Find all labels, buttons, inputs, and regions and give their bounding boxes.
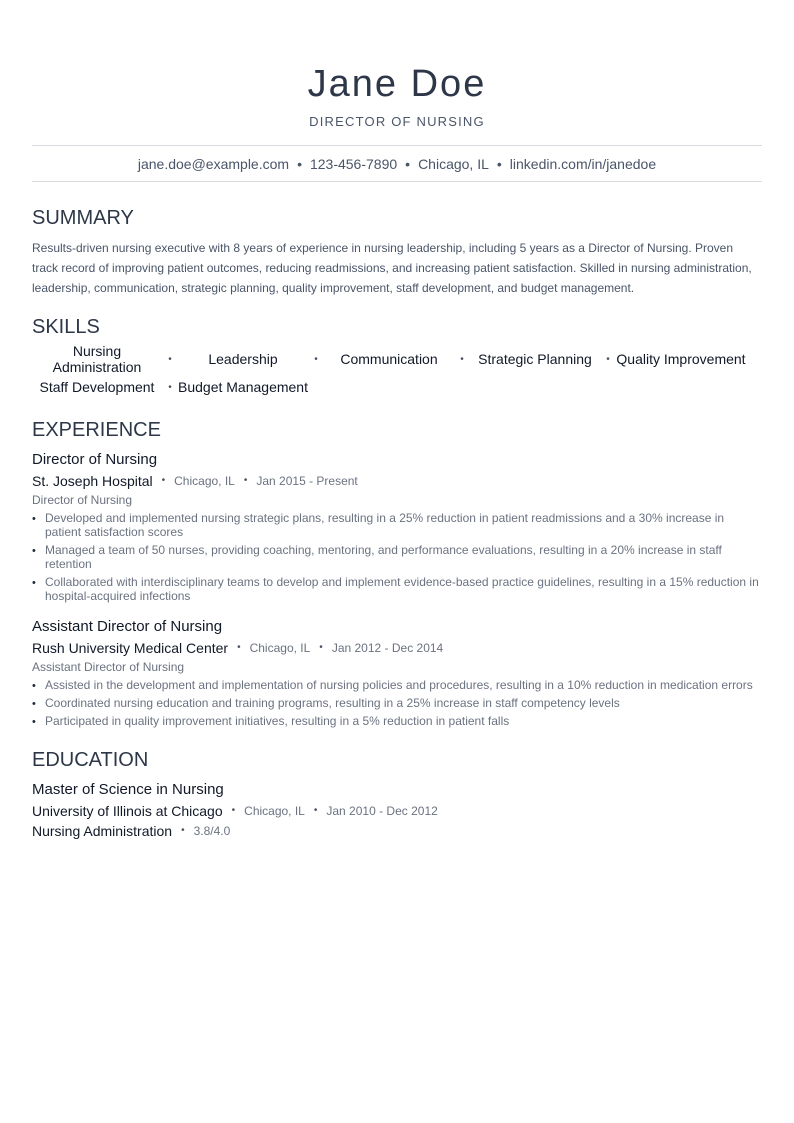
job-role: Assistant Director of Nursing xyxy=(32,618,223,635)
contact-separator: • xyxy=(496,155,502,172)
meta-separator: • xyxy=(313,805,318,816)
candidate-name: Jane Doe xyxy=(307,63,487,105)
skill-item xyxy=(324,345,470,373)
contact-separator: • xyxy=(297,155,302,172)
education-dates: Jan 2010 - Dec 2012 xyxy=(326,804,438,818)
candidate-title: DIRECTOR OF NURSING xyxy=(309,114,485,129)
meta-separator: • xyxy=(231,805,236,816)
skill-item xyxy=(32,373,178,401)
contact-separator: • xyxy=(405,155,411,172)
skill-label: Communication xyxy=(340,351,438,367)
skill-item xyxy=(32,345,178,373)
summary-heading: SUMMARY xyxy=(32,207,134,229)
meta-separator: • xyxy=(161,475,166,486)
job-organization: St. Joseph Hospital xyxy=(32,473,153,489)
job-bullet: • Coordinated nursing education and training programs, resulting in a 25% increase in staff competency levels xyxy=(32,696,762,710)
skill-label: Strategic Planning xyxy=(478,351,592,367)
education-location: Chicago, IL xyxy=(244,804,305,818)
meta-separator: • xyxy=(237,642,241,653)
job-organization: Rush University Medical Center xyxy=(32,640,229,656)
resume-page xyxy=(32,0,762,840)
job-subtitle: Director of Nursing xyxy=(32,493,133,507)
meta-separator: • xyxy=(181,825,185,836)
education-degree: Master of Science in Nursing xyxy=(32,781,224,798)
skill-label: Budget Management xyxy=(178,379,308,395)
skill-separator: • xyxy=(460,353,464,365)
job-entry xyxy=(32,450,762,603)
skill-separator: • xyxy=(606,353,610,365)
education-heading: EDUCATION xyxy=(32,749,149,771)
skill-label: Leadership xyxy=(208,351,278,367)
skills-list xyxy=(32,345,762,401)
education-field-meta xyxy=(32,822,762,840)
meta-separator: • xyxy=(243,475,248,486)
contact-linkedin[interactable]: linkedin.com/in/janedoe xyxy=(509,155,657,172)
skill-separator: • xyxy=(314,353,318,365)
job-bullets xyxy=(32,678,762,728)
skill-item xyxy=(470,345,616,373)
education-meta xyxy=(32,802,762,820)
contact-location: Chicago, IL xyxy=(418,155,489,172)
resume-header xyxy=(32,0,762,129)
contact-phone[interactable]: 123-456-7890 xyxy=(309,155,398,172)
skill-item xyxy=(178,373,324,401)
job-meta xyxy=(32,639,762,657)
job-role: Director of Nursing xyxy=(32,451,158,468)
job-location: Chicago, IL xyxy=(174,474,235,488)
education-gpa: 3.8/4.0 xyxy=(193,824,231,838)
meta-separator: • xyxy=(319,642,323,653)
job-bullet: • Managed a team of 50 nurses, providing coaching, mentoring, and performance evaluations, resulting in a 20% increase in staff retention xyxy=(32,543,762,571)
skill-item xyxy=(616,345,762,373)
job-bullet: • Collaborated with interdisciplinary teams to develop and implement evidence-based practice guidelines, resulting in a 15% reduction in hospital-acquired infections xyxy=(32,575,762,603)
job-dates: Jan 2012 - Dec 2014 xyxy=(331,641,444,655)
skill-item xyxy=(178,345,324,373)
job-bullet: • Participated in quality improvement initiatives, resulting in a 5% reduction in patient falls xyxy=(32,714,762,728)
skills-heading: SKILLS xyxy=(32,316,100,338)
contact-email[interactable]: jane.doe@example.com xyxy=(137,155,290,172)
skill-label: Staff Development xyxy=(39,379,155,395)
education-school: University of Illinois at Chicago xyxy=(32,803,223,819)
skill-label: Nursing Administration xyxy=(52,343,142,375)
contact-bar xyxy=(32,145,762,182)
experience-heading: EXPERIENCE xyxy=(32,419,161,441)
skill-label: Quality Improvement xyxy=(616,351,746,367)
job-location: Chicago, IL xyxy=(249,641,311,655)
job-subtitle: Assistant Director of Nursing xyxy=(32,660,185,674)
job-bullet: • Developed and implemented nursing strategic plans, resulting in a 25% reduction in patient readmissions and a 30% increase in patient satisfaction scores xyxy=(32,511,762,539)
job-bullet: • Assisted in the development and implementation of nursing policies and procedures, resulting in a 10% reduction in medication errors xyxy=(32,678,762,692)
job-bullets xyxy=(32,511,762,603)
job-meta xyxy=(32,472,762,490)
skill-separator: • xyxy=(168,381,172,393)
skill-separator: • xyxy=(168,353,172,365)
summary-text: Results-driven nursing executive with 8 years of experience in nursing leadership, including 5 years as a Director of Nursing. Proven track record of improving patient outcomes, reducing readmissions, and increasing patient satisfaction. Skilled in nursing administration, leadership, communication, strategic planning, quality improvement, staff development, and budget management. xyxy=(32,241,752,295)
job-entry xyxy=(32,617,762,728)
job-dates: Jan 2015 - Present xyxy=(256,474,358,488)
education-field: Nursing Administration xyxy=(32,823,173,839)
